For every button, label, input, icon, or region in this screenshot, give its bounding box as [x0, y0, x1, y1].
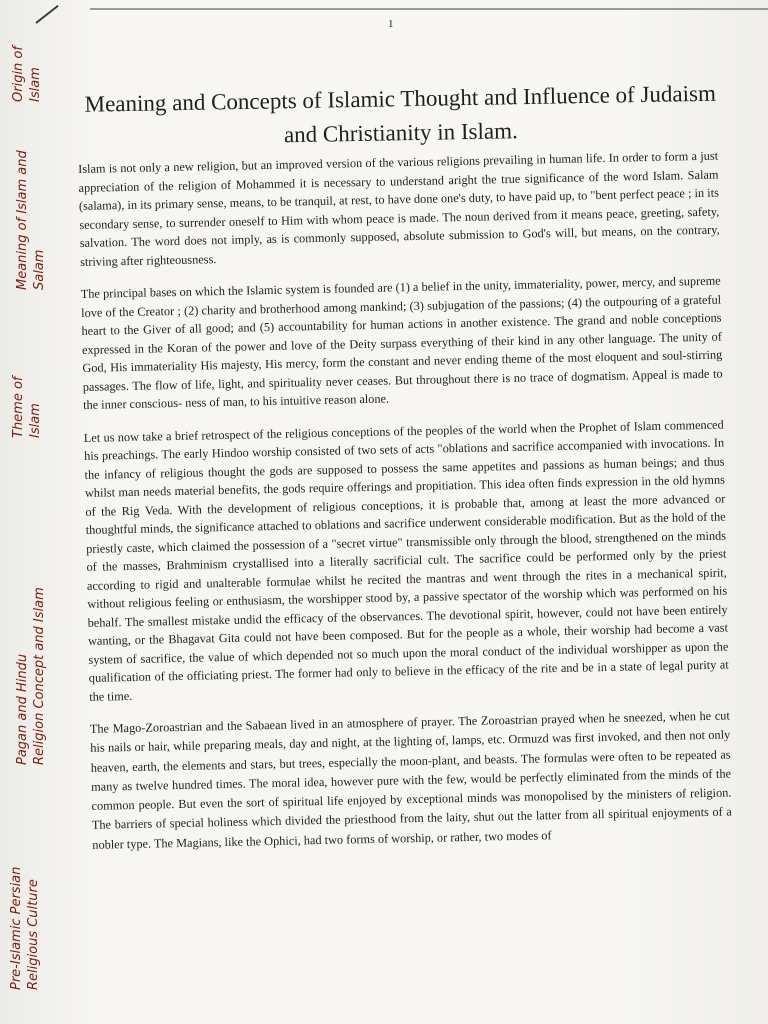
margin-note-line: Religion Concept and Islam [32, 587, 47, 765]
margin-note-origin [10, 46, 44, 102]
page-top-edge [90, 8, 768, 10]
margin-note-theme [10, 376, 44, 438]
margin-note-line: Religious Culture [26, 879, 41, 990]
margin-note-line: Pagan and Hindu [15, 653, 30, 765]
paragraph: The Mago-Zoroastrian and the Sabaean lived in an atmosphere of prayer. The Zoroastrian prayed when he sneezed, when he cut his nails or hair, while preparing meals, day and night, at the lighting of, lamps, etc. Ormuzd was first invoked, and then not only heaven, earth, the elements and stars, but trees, especially the moon-plant, and beasts. The formulas were often to be repeated as many as twelve hundred times. The moral idea, however pure with the few, would be perfectly eliminated from the minds of the common people. But even the sort of spiritual life enjoyed by exceptional minds was monopolised by the ministers of religion. The barriers of special holiness which divided the priesthood from the laity, shut out the latter from all spiritual enjoyments of a nobler type. The Magians, like the Ophici, had two forms of worship, or rather, two modes of [89, 708, 732, 852]
margin-note-line: Origin of [11, 46, 26, 102]
margin-note-line: Theme of [11, 376, 26, 438]
paragraph: Let us now take a brief retrospect of the religious conceptions of the peoples of the world when the Prophet of Islam commenced his preachings. The early Hindoo worship consisted of two sets of acts "oblations and sacrifice accompanied with invocations. In the infancy of religious thought the gods are supposed to possess the same appetites and passions as human beings; and thus whilst man needs material benefits, the gods require offerings and propitiation. This idea often finds expression in the old hymns of the Rig Veda. With the development of religious conceptions, it is probable that, among at least the more advanced or thoughtful minds, the significance attached to oblations and sacrifice underwent considerable modification. But as the hold of the priestly caste, which claimed the possession of a "secret virtue" transmissible only through the blood, strengthened on the minds of the masses, Brahminism crystallised into a literally sacrificial cult. The sacrifice could be performed only by the priest according to rigid and unalterable formulae whilst he recited the mantras and went through the rites in a mechanical spirit, without religious feeling or enthusiasm, the worshipper stood by, a passive spectator of the worship which was performed on his behalf. The smallest mistake undid the efficacy of the observances. The devotional spirit, however, could not have been entirely wanting, or the Bhagavat Gita could not have been composed. But for the people as a whole, their worship had become a vast system of sacrifice, the value of which depended not so much upon the moral conduct of the individual worshipper as upon the qualification of the officiating priest. The former had only to believe in the efficacy of the rite and be in a state of legal purity at the time. [83, 417, 729, 704]
margin-annotation-stroke [35, 5, 58, 24]
paragraph: The principal bases on which the Islamic system is founded are (1) a belief in the unity, immateriality, power, mercy, and supreme love of the Creator ; (2) charity and brotherhood among mankind; (3) subjugation of the passions; (4) the outpouring of a grateful heart to the Giver of all good; and (5) accountability for human actions in another existence. The grand and noble conceptions expressed in the Koran of the power and love of the Deity surpass everything of their kind in any other language. The unity of God, His immateriality His majesty, His mercy, form the constant and never ending theme of the most eloquent and soul-stirring passages. The flow of life, light, and spirituality never ceases. But throughout there is no trace of dogmatism. Appeal is made to the inner conscious- ness of man, to his intuitive reason alone. [80, 273, 723, 412]
margin-note-line: Meaning of Islam and [15, 150, 30, 290]
margin-note-meaning [14, 150, 48, 290]
document-body [78, 147, 733, 869]
margin-note-pre-islamic-persian [8, 867, 42, 990]
margin-note-line: Islam [28, 67, 43, 102]
margin-note-pagan-hindu [14, 587, 48, 765]
margin-note-line: Salam [32, 249, 47, 290]
document-title: Meaning and Concepts of Islamic Thought and Influence of Judaism and Christianity in Islam. [84, 80, 717, 148]
margin-note-line: Islam [28, 403, 43, 438]
page-number: 1 [388, 18, 394, 30]
paragraph: Islam is not only a new religion, but an improved version of the various religions prevailing in human life. In order to form a just appreciation of the religion of Mohammed it is necessary to understand aright the true significance of the word Islam. Salam (salama), in its primary sense, means, to be tranquil, at rest, to have done one's duty, to have paid up, to "bent perfect peace ; in its secondary sense, to surrender oneself to Him with whom peace is made. The noun derived from it means peace, greeting, safety, salvation. The word does not imply, as is commonly supposed, absolute submission to God's will, but means, on the contrary, striving after righteousness. [78, 148, 720, 269]
margin-note-line: Pre-Islamic Persian [9, 866, 24, 990]
